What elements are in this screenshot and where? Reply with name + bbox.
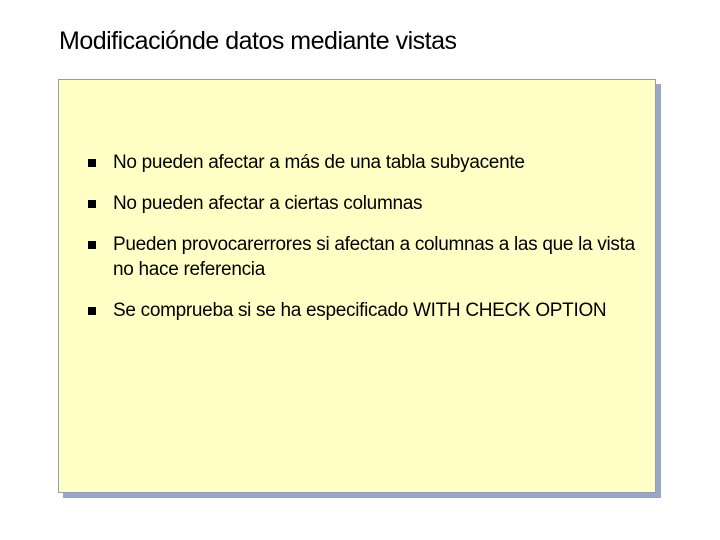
bullet-text: Se comprueba si se ha especificado WITH CHECK OPTION: [113, 300, 607, 321]
square-bullet-icon: [88, 200, 96, 208]
bullet-text: No pueden afectar a ciertas columnas: [113, 193, 423, 214]
bullet-item: [88, 298, 638, 323]
content-panel: [58, 79, 656, 493]
bullet-text: Pueden provocarerrores si afectan a columnas a las que la vista no hace referencia: [113, 234, 635, 280]
bullet-item: [88, 191, 638, 216]
square-bullet-icon: [88, 241, 96, 249]
square-bullet-icon: [88, 159, 96, 167]
bullet-item: [88, 232, 638, 282]
bullet-list: [88, 150, 638, 323]
bullet-text: No pueden afectar a más de una tabla subyacente: [113, 152, 525, 173]
slide-title: Modificaciónde datos mediante vistas: [59, 27, 457, 55]
bullet-item: [88, 150, 638, 175]
square-bullet-icon: [88, 307, 96, 315]
